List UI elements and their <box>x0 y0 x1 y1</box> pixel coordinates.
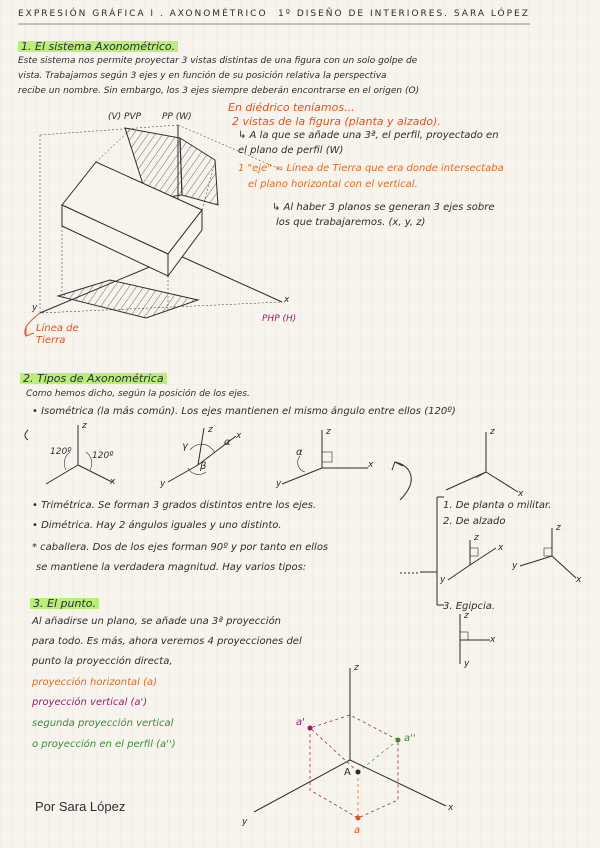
point-a2: a'' <box>404 733 416 744</box>
egi-axis-z: z <box>464 611 469 621</box>
label-axis-y-1: y <box>32 303 38 313</box>
section3-body-1: Al añadirse un plano, se añade una 3ª proyección <box>32 616 282 627</box>
section3-body-2: para todo. Es más, ahora veremos 4 proyecciones del <box>32 636 302 647</box>
section1-title: 1. El sistema Axonométrico. <box>18 41 178 52</box>
type-alzado: 2. De alzado <box>443 516 506 527</box>
pt-axis-z: z <box>354 663 359 673</box>
type-egipcia: 3. Egipcia. <box>443 601 496 612</box>
header-right: 1º DISEÑO DE INTERIORES. SARA LÓPEZ <box>278 9 530 19</box>
isometric-text: • Isométrica (la más común). Los ejes mantienen el mismo ángulo entre ellos (120º) <box>32 406 456 417</box>
note-3: ↳ A la que se añade una 3ª, el perfil, proyectado en <box>238 130 499 141</box>
note-8: los que trabajaremos. (x, y, z) <box>276 217 426 228</box>
label-php: PHP (H) <box>262 314 297 324</box>
projection-horizontal: proyección horizontal (a) <box>32 677 158 688</box>
trimetric-text: • Trimétrica. Se forman 3 grados distintos entre los ejes. <box>32 500 317 511</box>
tri-axis-z: z <box>208 425 213 435</box>
egi-axis-y: y <box>464 659 470 669</box>
greek-beta: β <box>200 461 207 472</box>
greek-alpha-2: α <box>296 447 303 458</box>
alz-axis-x: x <box>576 575 582 585</box>
note-4: el plano de perfil (W) <box>238 145 344 156</box>
type-militar: 1. De planta o militar. <box>443 500 552 511</box>
section3-body-3: punto la proyección directa, <box>32 656 173 667</box>
author-credit: Por Sara López <box>35 799 126 814</box>
iso-axis-x: x <box>110 477 116 487</box>
pt-axis-y: y <box>242 817 248 827</box>
tri-axis-x: x <box>236 431 242 441</box>
note-7: ↳ Al haber 3 planos se generan 3 ejes sobre <box>272 202 495 213</box>
dim-axis-y: y <box>276 479 282 489</box>
projection-second-vertical: segunda proyección vertical <box>32 718 174 729</box>
point-A: A <box>344 767 351 778</box>
section1-body-1: Este sistema nos permite proyectar 3 vistas distintas de una figura con un solo golpe de <box>18 56 418 66</box>
projection-vertical: proyección vertical (a') <box>32 697 148 708</box>
mil-axis-x: x <box>498 543 504 553</box>
label-axis-x-1: x <box>284 295 290 305</box>
note-1: En diédrico teníamos... <box>228 101 355 114</box>
note-2: 2 vistas de la figura (planta y alzado). <box>232 115 441 128</box>
caballera-text-1: * caballera. Dos de los ejes forman 90º y por tanto en ellos <box>32 542 329 553</box>
projection-profile: o proyección en el perfil (a'') <box>32 739 176 750</box>
section1-body-3: recibe un nombre. Sin embargo, los 3 ejes siempre deberán encontrarse en el origen (O) <box>18 86 420 96</box>
mil-axis-z: z <box>474 533 479 543</box>
alz-axis-z: z <box>556 523 561 533</box>
greek-alpha-1: α <box>224 437 231 448</box>
dimetric-text: • Dimétrica. Hay 2 ángulos iguales y uno distinto. <box>32 520 282 531</box>
iso-axis-z: z <box>82 421 87 431</box>
angle-label-2: 120º <box>92 451 114 461</box>
note-5: 1 "eje" = Línea de Tierra que era donde intersectaba <box>238 163 504 174</box>
note-6: el plano horizontal con el vertical. <box>248 179 418 190</box>
tri-axis-y: y <box>160 479 166 489</box>
pt-axis-x: x <box>448 803 454 813</box>
angle-label-1: 120º <box>50 447 72 457</box>
egi-axis-x: x <box>490 635 496 645</box>
label-linea-tierra: Línea de Tierra <box>36 323 79 346</box>
caballera-text-2: se mantiene la verdadera magnitud. Hay varios tipos: <box>36 562 307 573</box>
r-axis-x: x <box>518 489 524 499</box>
label-pvp: (V) PVP <box>108 112 142 122</box>
section2-title: 2. Tipos de Axonométrica <box>20 373 167 384</box>
header-left: EXPRESIÓN GRÁFICA I . AXONOMÉTRICO <box>18 9 268 19</box>
section2-intro: Como hemos dicho, según la posición de los ejes. <box>26 389 250 399</box>
greek-gamma: γ <box>182 441 188 452</box>
point-a1: a' <box>296 717 305 728</box>
alz-axis-y: y <box>512 561 518 571</box>
section1-body-2: vista. Trabajamos según 3 ejes y en función de su posición relativa la perspectiva <box>18 71 387 81</box>
r-axis-z: z <box>490 427 495 437</box>
dim-axis-z: z <box>326 427 331 437</box>
label-ppw: PP (W) <box>162 112 192 122</box>
dim-axis-x: x <box>368 460 374 470</box>
point-a: a <box>354 825 361 836</box>
section3-title: 3. El punto. <box>30 598 99 609</box>
mil-axis-y: y <box>440 575 446 585</box>
